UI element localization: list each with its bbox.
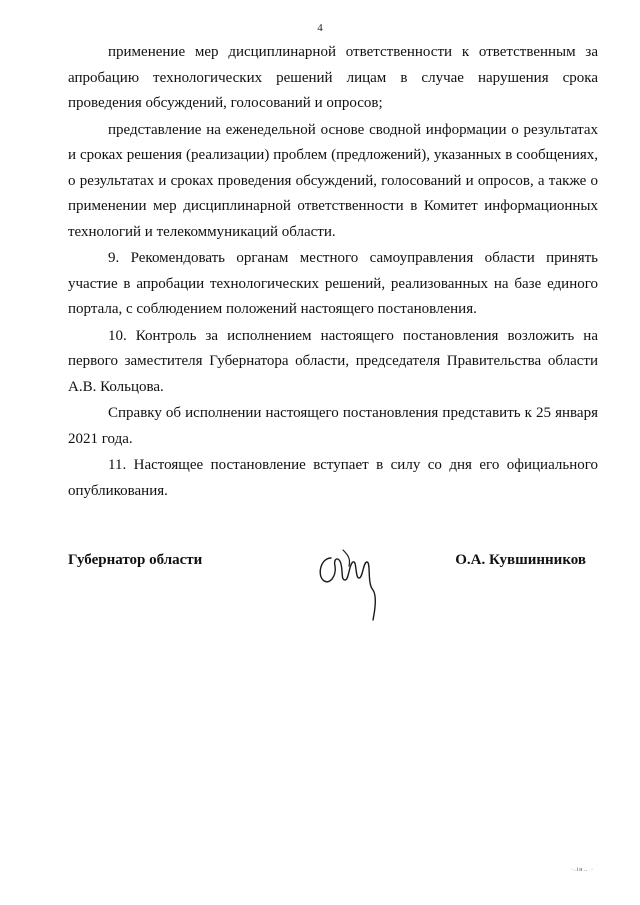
- page-number: 4: [317, 22, 323, 34]
- paragraph: 10. Контроль за исполнением настоящего постановления возложить на первого заместителя Губернатора области, председателя Правительства области А.В. Кольцова.: [68, 327, 598, 395]
- document-body: [68, 40, 598, 505]
- paragraph: 11. Настоящее постановление вступает в силу со дня его официального опубликования.: [68, 457, 598, 499]
- signature-block: [68, 540, 598, 650]
- paragraph: применение мер дисциплинарной ответственности к ответственным за апробацию технологических решений лицам в случае нарушения срока проведения обсуждений, голосований и опросов;: [68, 44, 598, 111]
- paragraph: представление на еженедельной основе сводной информации о результатах и сроках решения (реализации) проблем (предложений), указанных в сообщениях, о результатах и сроках проведения обсуждений, голосований и опросов, а также о применении мер дисциплинарной ответственности в Комитет информационных технологий и телекоммуникаций области.: [68, 121, 598, 240]
- paragraph: 9. Рекомендовать органам местного самоуправления области принять участие в апробации технологических решений, реализованных на базе единого портала, с соблюдением положений настоящего постановления.: [68, 250, 598, 317]
- paragraph: Справку об исполнении настоящего постановления представить к 25 января 2021 года.: [68, 405, 598, 447]
- signatory-title: Губернатор области: [68, 552, 203, 568]
- scan-mark: ·.ін.. ·: [571, 867, 594, 873]
- handwritten-signature: [313, 540, 393, 640]
- signatory-name: О.А. Кувшинников: [455, 552, 586, 568]
